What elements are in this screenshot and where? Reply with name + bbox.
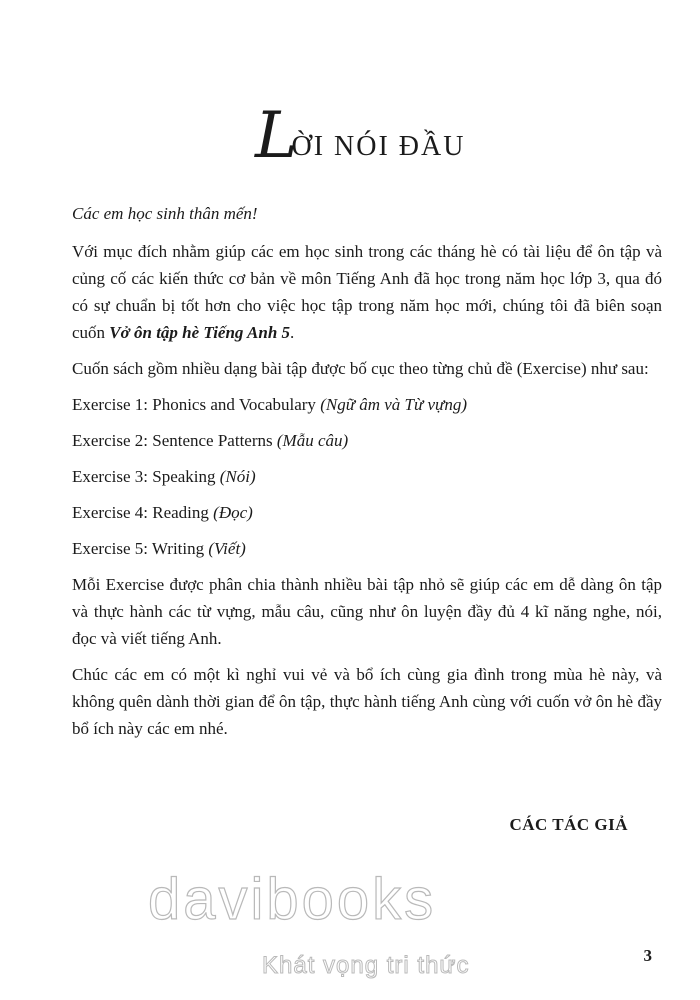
paragraph-1-main: Với mục đích nhằm giúp các em học sinh trong các tháng hè có tài liệu để ôn tập và củng cố các kiến thức cơ bản về môn Tiếng Anh đã học trong năm học lớp 3, qua đó có sự chuẩn bị tốt hơn cho việc học tập trong năm học mới, chúng tôi đã biên soạn cuốn xyxy=(72,242,662,342)
exercise-item-1 xyxy=(72,391,662,418)
paragraph-4: Chúc các em có một kì nghỉ vui vẻ và bổ ích cùng gia đình trong mùa hè này, và không quên dành thời gian để ôn tập, thực hành tiếng Anh cùng với cuốn vở ôn hè đầy bổ ích này các em nhé. xyxy=(72,665,662,738)
exercise-translation: (Mẫu câu) xyxy=(276,431,349,450)
title-rest: ỜI NÓI ĐẦU xyxy=(291,131,466,162)
exercise-item-4 xyxy=(72,499,662,526)
exercise-translation: (Nói) xyxy=(219,467,256,486)
greeting: Các em học sinh thân mến! xyxy=(72,204,258,223)
paragraph-1-end: . xyxy=(290,323,295,342)
watermark-brand: davibooks xyxy=(148,867,437,932)
exercise-label: Exercise 2: Sentence Patterns xyxy=(72,431,277,450)
title-initial: L xyxy=(255,99,298,173)
exercise-translation: (Đọc) xyxy=(213,503,253,522)
page-number: 3 xyxy=(643,946,652,965)
watermark-tagline: Khát vọng tri thức xyxy=(262,952,470,979)
book-title: Vở ôn tập hè Tiếng Anh 5 xyxy=(109,323,291,342)
exercise-label: Exercise 1: Phonics and Vocabulary xyxy=(72,395,321,414)
exercise-translation: (Viết) xyxy=(208,539,246,558)
exercise-item-2 xyxy=(72,427,662,454)
authors-signature: CÁC TÁC GIẢ xyxy=(509,815,628,834)
paragraph-2: Cuốn sách gồm nhiều dạng bài tập được bố cục theo từng chủ đề (Exercise) như sau: xyxy=(72,359,649,378)
preface-body xyxy=(72,200,662,751)
page-title xyxy=(255,100,585,180)
exercise-label: Exercise 4: Reading xyxy=(72,503,214,522)
exercise-label: Exercise 3: Speaking xyxy=(72,467,220,486)
paragraph-1 xyxy=(72,238,662,346)
exercise-item-3 xyxy=(72,463,662,490)
exercise-translation: (Ngữ âm và Từ vựng) xyxy=(320,395,467,414)
paragraph-3: Mỗi Exercise được phân chia thành nhiều bài tập nhỏ sẽ giúp các em dễ dàng ôn tập và thực hành các từ vựng, mẫu câu, cũng như ôn luyện đầy đủ 4 kĩ năng nghe, nói, đọc và viết tiếng Anh. xyxy=(72,575,662,648)
exercise-item-5 xyxy=(72,535,662,562)
exercise-label: Exercise 5: Writing xyxy=(72,539,209,558)
